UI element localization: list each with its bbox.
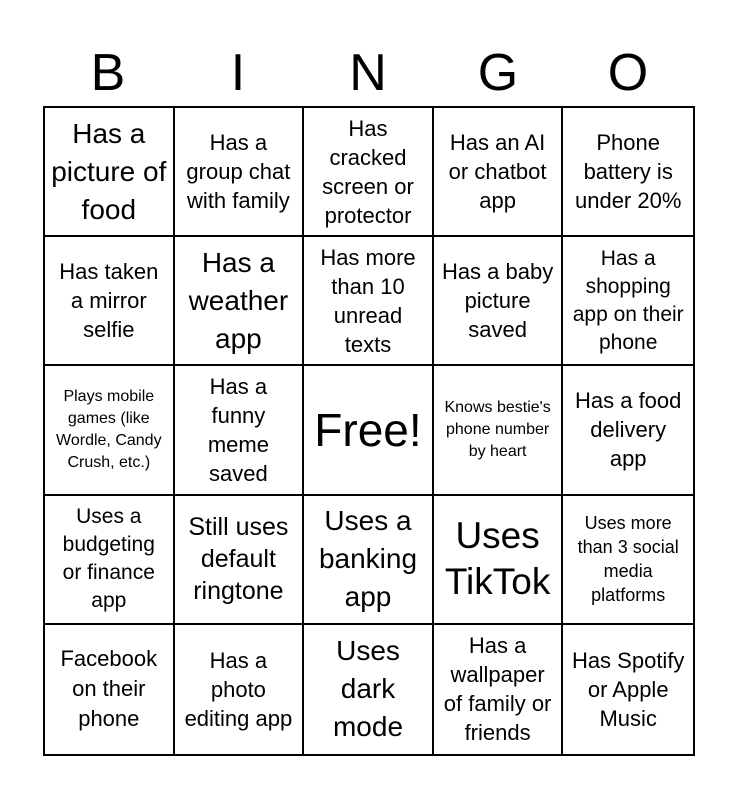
cell-text: Has a picture of food (51, 117, 167, 225)
bingo-cell[interactable] (563, 237, 693, 366)
bingo-cell[interactable] (563, 496, 693, 625)
bingo-cell[interactable] (434, 625, 564, 754)
bingo-cell[interactable] (434, 237, 564, 366)
bingo-cell[interactable] (304, 108, 434, 237)
free-space-cell[interactable] (304, 366, 434, 495)
bingo-cell[interactable] (45, 108, 175, 237)
header-letter-i: I (230, 44, 246, 102)
bingo-cell[interactable] (304, 496, 434, 625)
cell-text: Uses dark mode (332, 635, 404, 743)
bingo-cell[interactable] (175, 366, 305, 495)
bingo-cell[interactable] (175, 625, 305, 754)
cell-text: Knows bestie's phone number by heart (444, 398, 551, 460)
header-letter-b: B (90, 44, 126, 102)
cell-text: Plays mobile games (like Wordle, Candy Crush, etc.) (56, 387, 162, 471)
bingo-cell[interactable] (563, 366, 693, 495)
cell-text: Uses more than 3 social media platforms (577, 513, 679, 606)
bingo-cell[interactable] (434, 108, 564, 237)
bingo-cell[interactable] (45, 366, 175, 495)
cell-text: Uses a banking app (318, 505, 418, 613)
cell-text: Has a weather app (188, 246, 289, 354)
bingo-cell[interactable] (563, 625, 693, 754)
cell-text: Has more than 10 unread texts (320, 244, 416, 357)
bingo-grid (43, 106, 695, 756)
free-space-label: Free! (314, 403, 422, 456)
cell-text: Has a wallpaper of family or friends (443, 633, 552, 746)
bingo-header (43, 40, 693, 106)
bingo-cell[interactable] (434, 496, 564, 625)
bingo-cell[interactable] (175, 108, 305, 237)
header-letter-o: O (607, 44, 649, 102)
cell-text: Has Spotify or Apple Music (571, 647, 685, 731)
cell-text: Has a photo editing app (184, 647, 293, 731)
cell-text: Phone battery is under 20% (574, 130, 682, 214)
header-letter-n: N (349, 44, 387, 102)
header-letter-g: G (477, 44, 519, 102)
cell-text: Has a food delivery app (574, 388, 682, 472)
cell-text: Has a baby picture saved (441, 259, 554, 343)
cell-text: Has taken a mirror selfie (59, 259, 159, 343)
cell-text: Has cracked screen or protector (322, 115, 414, 228)
bingo-cell[interactable] (45, 237, 175, 366)
cell-text: Uses a budgeting or finance app (62, 505, 155, 613)
bingo-cell[interactable] (45, 496, 175, 625)
bingo-cell[interactable] (175, 496, 305, 625)
cell-text: Has a funny meme saved (207, 373, 269, 486)
bingo-cell[interactable] (563, 108, 693, 237)
cell-text: Still uses default ringtone (188, 513, 289, 606)
bingo-cell[interactable] (45, 625, 175, 754)
cell-text: Has a group chat with family (186, 130, 291, 214)
bingo-cell[interactable] (304, 625, 434, 754)
bingo-cell[interactable] (304, 237, 434, 366)
bingo-cell[interactable] (175, 237, 305, 366)
cell-text: Has an AI or chatbot app (448, 130, 547, 214)
bingo-cell[interactable] (434, 366, 564, 495)
cell-text: Facebook on their phone (60, 646, 158, 732)
cell-text: Uses TikTok (444, 515, 551, 603)
cell-text: Has a shopping app on their phone (572, 246, 684, 354)
